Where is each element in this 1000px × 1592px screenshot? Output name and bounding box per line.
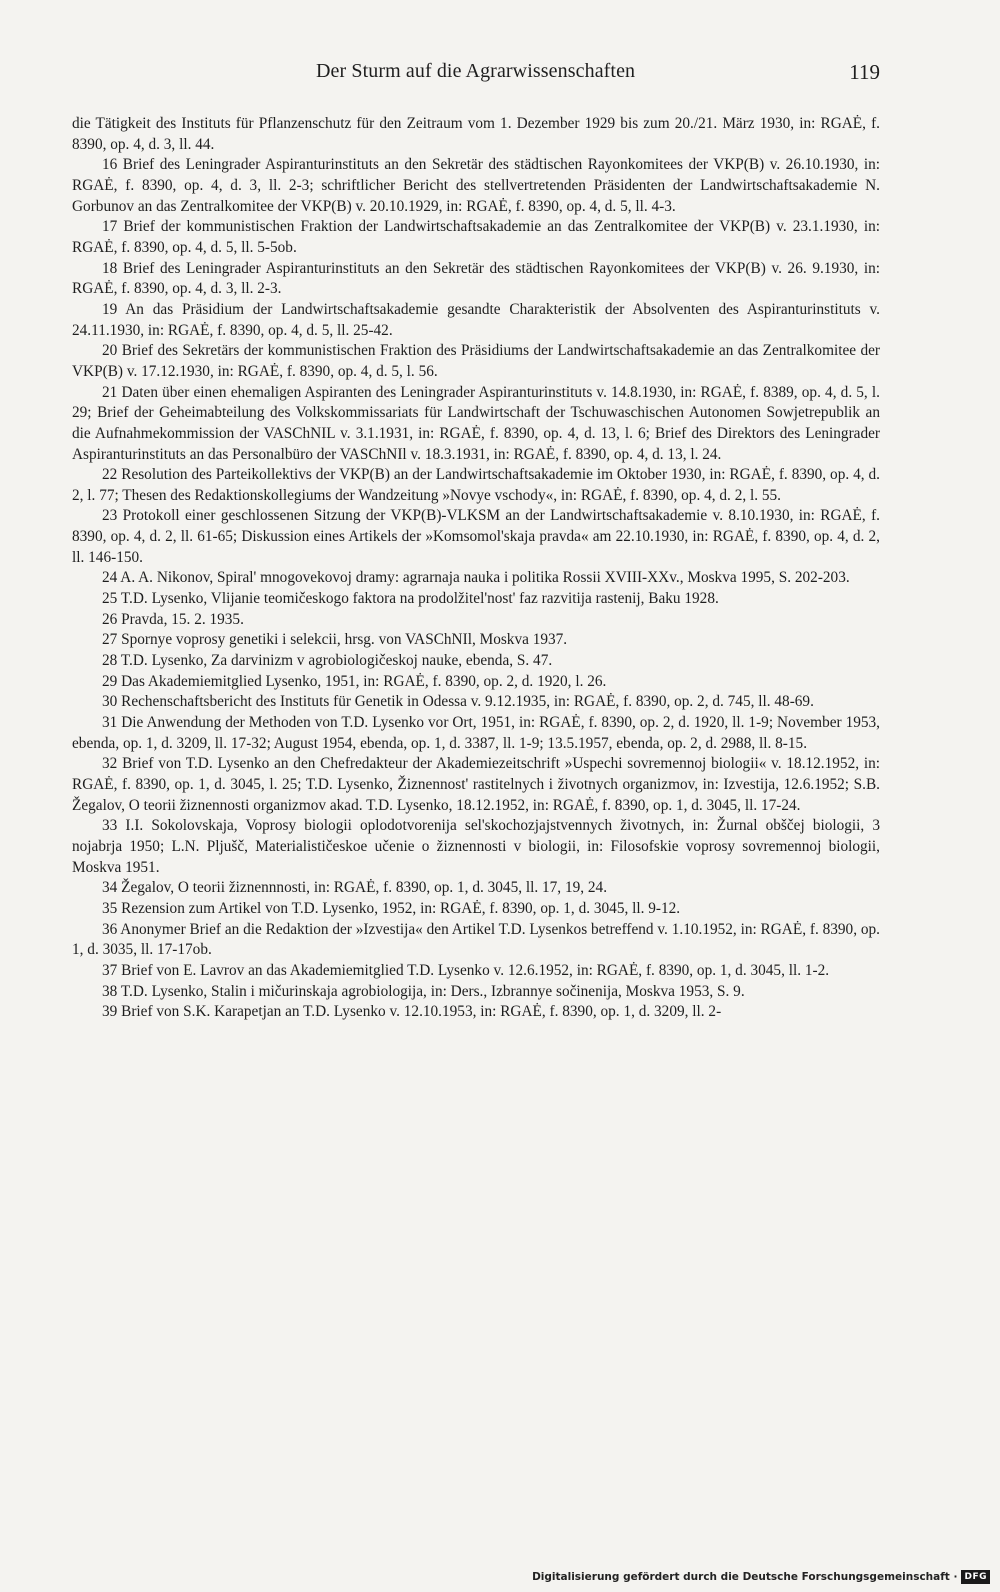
endnote-23: 23 Protokoll einer geschlossenen Sitzung der VKP(B)-VLKSM an der Landwirtschaftsakademie v. 8.10.1930, in: RGAĖ, f. 8390, op. 4, d. 2, ll. 61-65; Diskussion eines Artikels der »Komsomol'skaja pravda« am 22.10.1930, in: RGAĖ, f. 8390, op. 4, d. 2, ll. 146-150. xyxy=(72,507,880,566)
endnotes-list xyxy=(72,114,880,1023)
endnote-17: 17 Brief der kommunistischen Fraktion der Landwirtschaftsakademie an das Zentralkomitee der VKP(B) v. 23.1.1930, in: RGAĖ, f. 8390, op. 4, d. 5, ll. 5-5ob. xyxy=(72,218,880,256)
endnote-24: 24 A. A. Nikonov, Spiral' mnogovekovoj dramy: agrarnaja nauka i politika Rossii XVIII-XXv., Moskva 1995, S. 202-203. xyxy=(102,569,850,587)
endnote-37: 37 Brief von E. Lavrov an das Akademiemitglied T.D. Lysenko v. 12.6.1952, in: RGAĖ, f. 8390, op. 1, d. 3045, ll. 1-2. xyxy=(102,961,830,979)
endnote-22: 22 Resolution des Parteikollektivs der VKP(B) an der Landwirtschaftsakademie im Oktober 1930, in: RGAĖ, f. 8390, op. 4, d. 2, l. 77; Thesen des Redaktionskollegiums der Wandzeitung »Novye vschody«, in: RGAĖ, f. 8390, op. 4, d. 2, l. 55. xyxy=(72,466,880,504)
endnote-29: 29 Das Akademiemitglied Lysenko, 1951, in: RGAĖ, f. 8390, op. 2, d. 1920, l. 26. xyxy=(102,672,607,690)
running-title: Der Sturm auf die Agrarwissenschaften xyxy=(316,60,636,82)
endnote-18: 18 Brief des Leningrader Aspiranturinstituts an den Sekretär des städtischen Rayonkomitees der VKP(B) v. 26. 9.1930, in: RGAĖ, f. 8390, op. 4, d. 3, ll. 2-3. xyxy=(72,259,880,298)
endnote-30: 30 Rechenschaftsbericht des Instituts für Genetik in Odessa v. 9.12.1935, in: RGAĖ, f. 8390, op. 2, d. 745, ll. 48-69. xyxy=(102,693,814,711)
page-number: 119 xyxy=(849,60,880,84)
digitization-credit xyxy=(532,1568,990,1586)
endnote-16: 16 Brief des Leningrader Aspiranturinstituts an den Sekretär des städtischen Rayonkomitees der VKP(B) v. 26.10.1930, in: RGAĖ, f. 8390, op. 4, d. 3, ll. 2-3; schriftlicher Bericht des stellvertretenden Präsidenten der Landwirtschaftsakademie N. Gorbunov an das Zentralkomitee der VKP(B) v. 20.10.1929, in: RGAĖ, f. 8390, op. 4, d. 5, ll. 4-3. xyxy=(72,156,880,215)
credit-text: Digitalisierung gefördert durch die Deutsche Forschungsgemeinschaft · xyxy=(532,1571,958,1583)
endnote-35: 35 Rezension zum Artikel von T.D. Lysenko, 1952, in: RGAĖ, f. 8390, op. 1, d. 3045, ll. 9-12. xyxy=(102,899,681,917)
endnote-15-continuation: die Tätigkeit des Instituts für Pflanzenschutz für den Zeitraum vom 1. Dezember 1929 bis zum 20./21. März 1930, in: RGAĖ, f. 8390, op. 4, d. 3, ll. 44. xyxy=(72,115,880,153)
endnote-39: 39 Brief von S.K. Karapetjan an T.D. Lysenko v. 12.10.1953, in: RGAĖ, f. 8390, op. 1, d. 3209, ll. 2- xyxy=(102,1003,722,1021)
endnote-36: 36 Anonymer Brief an die Redaktion der »Izvestija« den Artikel T.D. Lysenkos betreffend v. 1.10.1952, in: RGAĖ, f. 8390, op. 1, d. 3035, ll. 17-17ob. xyxy=(72,920,880,959)
endnote-31: 31 Die Anwendung der Methoden von T.D. Lysenko vor Ort, 1951, in: RGAĖ, f. 8390, op. 2, d. 1920, ll. 1-9; November 1953, ebenda, op. 1, d. 3209, ll. 17-32; August 1954, ebenda, op. 1, d. 3387, ll. 1-9; 13.5.1957, ebenda, op. 2, d. 2988, ll. 8-15. xyxy=(72,714,880,752)
endnote-20: 20 Brief des Sekretärs der kommunistischen Fraktion des Präsidiums der Landwirtschaftsakademie an das Zentralkomitee der VKP(B) v. 17.12.1930, in: RGAĖ, f. 8390, op. 4, d. 5, l. 56. xyxy=(72,342,880,380)
endnote-33: 33 I.I. Sokolovskaja, Voprosy biologii oplodotvorenija sel'skochozjajstvennych životnych, in: Žurnal obščej biologii, 3 nojabrja 1950; L.N. Pljušč, Materialističeskoe učenie o žiznennosti v biologii, in: Filosofskie voprosy sovremennoj biologii, Moskva 1951. xyxy=(72,817,880,876)
endnote-38: 38 T.D. Lysenko, Stalin i mičurinskaja agrobiologija, in: Ders., Izbrannye sočinenija, Moskva 1953, S. 9. xyxy=(102,982,745,1000)
endnote-32: 32 Brief von T.D. Lysenko an den Chefredakteur der Akademiezeitschrift »Uspechi sovremennoj biologii« v. 18.12.1952, in: RGAĖ, f. 8390, op. 1, d. 3045, l. 25; T.D. Lysenko, Žiznennost' rastitelnych i životnych organizmov, in: Izvestija, 12.6.1952; S.B. Žegalov, O teorii žiznennosti organizmov akad. T.D. Lysenko, 18.12.1952, in: RGAĖ, f. 8390, op. 1, d. 3045, ll. 17-24. xyxy=(72,755,880,814)
endnote-28: 28 T.D. Lysenko, Za darvinizm v agrobiologičeskoj nauke, ebenda, S. 47. xyxy=(102,652,553,670)
running-head xyxy=(300,60,880,92)
endnote-27: 27 Spornye voprosy genetiki i selekcii, hrsg. von VASChNIl, Moskva 1937. xyxy=(102,631,568,649)
endnote-26: 26 Pravda, 15. 2. 1935. xyxy=(102,610,244,628)
dfg-logo-icon: DFG xyxy=(961,1570,990,1584)
endnote-21: 21 Daten über einen ehemaligen Aspiranten des Leningrader Aspiranturinstituts v. 14.8.1930, in: RGAĖ, f. 8389, op. 4, d. 5, l. 29; Brief der Geheimabteilung des Volkskommissariats für Landwirtschaft der Tschuwaschischen Autonomen Sowjetrepublik an die Aufnahmekommission der VASChNIL v. 3.1.1931, in: RGAĖ, f. 8390, op. 4, d. 13, l. 6; Brief des Direktors des Leningrader Aspiranturinstituts an das Personalbüro der VASChNIl v. 18.3.1931, in: RGAĖ, f. 8390, op. 4, d. 13, l. 24. xyxy=(72,383,880,463)
endnote-25: 25 T.D. Lysenko, Vlijanie teomičeskogo faktora na prodolžitel'nost' faz razvitija rastenij, Baku 1928. xyxy=(102,590,719,608)
endnote-34: 34 Žegalov, O teorii žiznennnosti, in: RGAĖ, f. 8390, op. 1, d. 3045, ll. 17, 19, 24. xyxy=(102,879,608,897)
endnote-19: 19 An das Präsidium der Landwirtschaftsakademie gesandte Charakteristik der Absolventen des Aspiranturinstituts v. 24.11.1930, in: RGAĖ, f. 8390, op. 4, d. 5, ll. 25-42. xyxy=(72,300,880,339)
